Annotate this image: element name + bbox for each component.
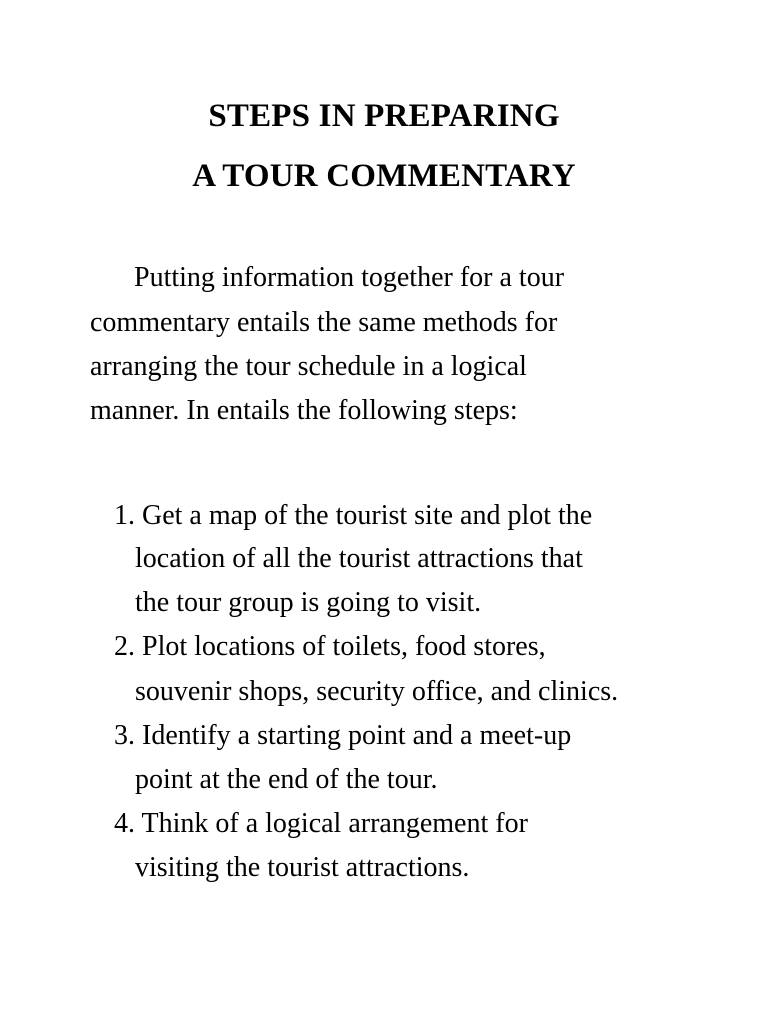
step-1-line-2: location of all the tourist attractions that xyxy=(135,543,583,574)
intro-line: arranging the tour schedule in a logical xyxy=(90,351,527,382)
page-title-line-2: A TOUR COMMENTARY xyxy=(192,158,576,194)
step-4-line-2: visiting the tourist attractions. xyxy=(135,852,470,883)
step-3-line-1: 3. Identify a starting point and a meet-up xyxy=(114,720,572,751)
step-1-line-3: the tour group is going to visit. xyxy=(135,587,482,618)
step-1-line-1: 1. Get a map of the tourist site and plot the xyxy=(114,500,593,531)
step-2-line-1: 2. Plot locations of toilets, food stores, xyxy=(114,631,546,662)
step-4-line-1: 4. Think of a logical arrangement for xyxy=(114,808,528,839)
intro-line: manner. In entails the following steps: xyxy=(90,395,518,426)
page-title-line-1: STEPS IN PREPARING xyxy=(208,98,560,134)
intro-line: Putting information together for a tour xyxy=(134,262,565,293)
step-3-line-2: point at the end of the tour. xyxy=(135,764,438,795)
intro-line: commentary entails the same methods for xyxy=(90,307,558,338)
step-2-line-2: souvenir shops, security office, and clinics. xyxy=(135,676,619,707)
